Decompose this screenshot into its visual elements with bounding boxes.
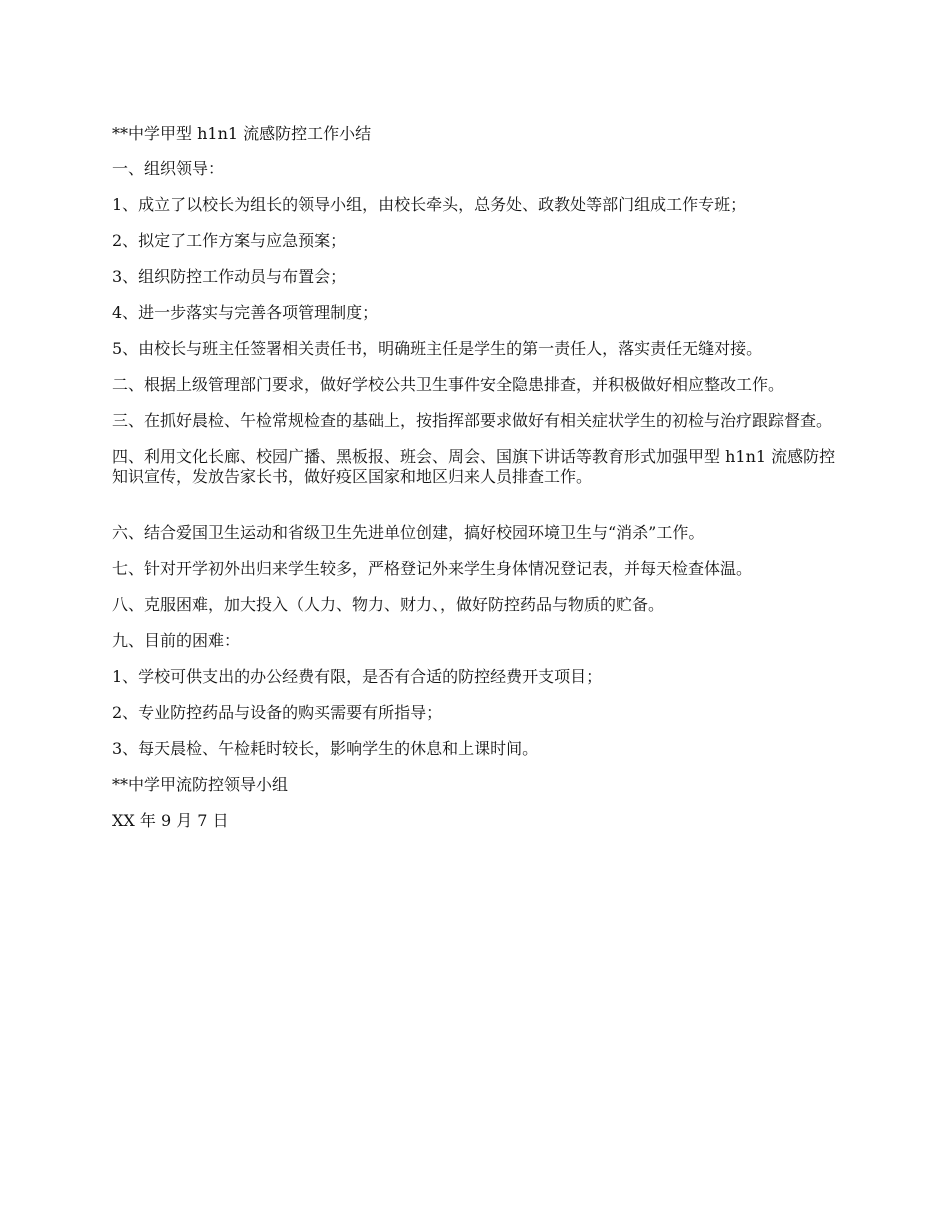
list-item: 2、拟定了工作方案与应急预案； (112, 231, 347, 250)
document-title: **中学甲型 h1n1 流感防控工作小结 (112, 124, 372, 143)
section-paragraph-7: 七、针对开学初外出归来学生较多，严格登记外来学生身体情况登记表，并每天检查体温。 (112, 559, 753, 578)
list-item: 2、专业防控药品与设备的购买需要有所指导； (112, 703, 443, 722)
section-heading-difficulties: 九、目前的困难： (112, 631, 241, 650)
blank-line (112, 503, 840, 523)
list-item: 1、成立了以校长为组长的领导小组，由校长牵头，总务处、政教处等部门组成工作专班； (112, 195, 747, 214)
document-date: XX 年 9 月 7 日 (112, 811, 229, 830)
signature: **中学甲流防控领导小组 (112, 775, 289, 794)
list-item: 4、进一步落实与完善各项管理制度； (112, 303, 379, 322)
list-item: 3、每天晨检、午检耗时较长，影响学生的休息和上课时间。 (112, 739, 539, 758)
section-paragraph-4: 四、利用文化长廊、校园广播、黑板报、班会、周会、国旗下讲话等教育形式加强甲型 h1n1 流感防控知识宣传，发放告家长书，做好疫区国家和地区归来人员排查工作。 (112, 447, 836, 486)
section-paragraph-8: 八、克服困难，加大投入（人力、物力、财力、，做好防控药品与物质的贮备。 (112, 595, 665, 614)
section-paragraph-6: 六、结合爱国卫生运动和省级卫生先进单位创建，搞好校园环境卫生与“消杀”工作。 (112, 523, 705, 542)
list-item: 5、由校长与班主任签署相关责任书，明确班主任是学生的第一责任人，落实责任无缝对接。 (112, 339, 763, 358)
section-paragraph-3: 三、在抓好晨检、午检常规检查的基础上，按指挥部要求做好有相关症状学生的初检与治疗跟踪督查。 (112, 411, 833, 430)
list-item: 1、学校可供支出的办公经费有限，是否有合适的防控经费开支项目； (112, 667, 603, 686)
section-heading-organization: 一、组织领导： (112, 159, 225, 178)
document-body (112, 124, 840, 847)
list-item: 3、组织防控工作动员与布置会； (112, 267, 347, 286)
section-paragraph-2: 二、根据上级管理部门要求，做好学校公共卫生事件安全隐患排查，并积极做好相应整改工作。 (112, 375, 785, 394)
